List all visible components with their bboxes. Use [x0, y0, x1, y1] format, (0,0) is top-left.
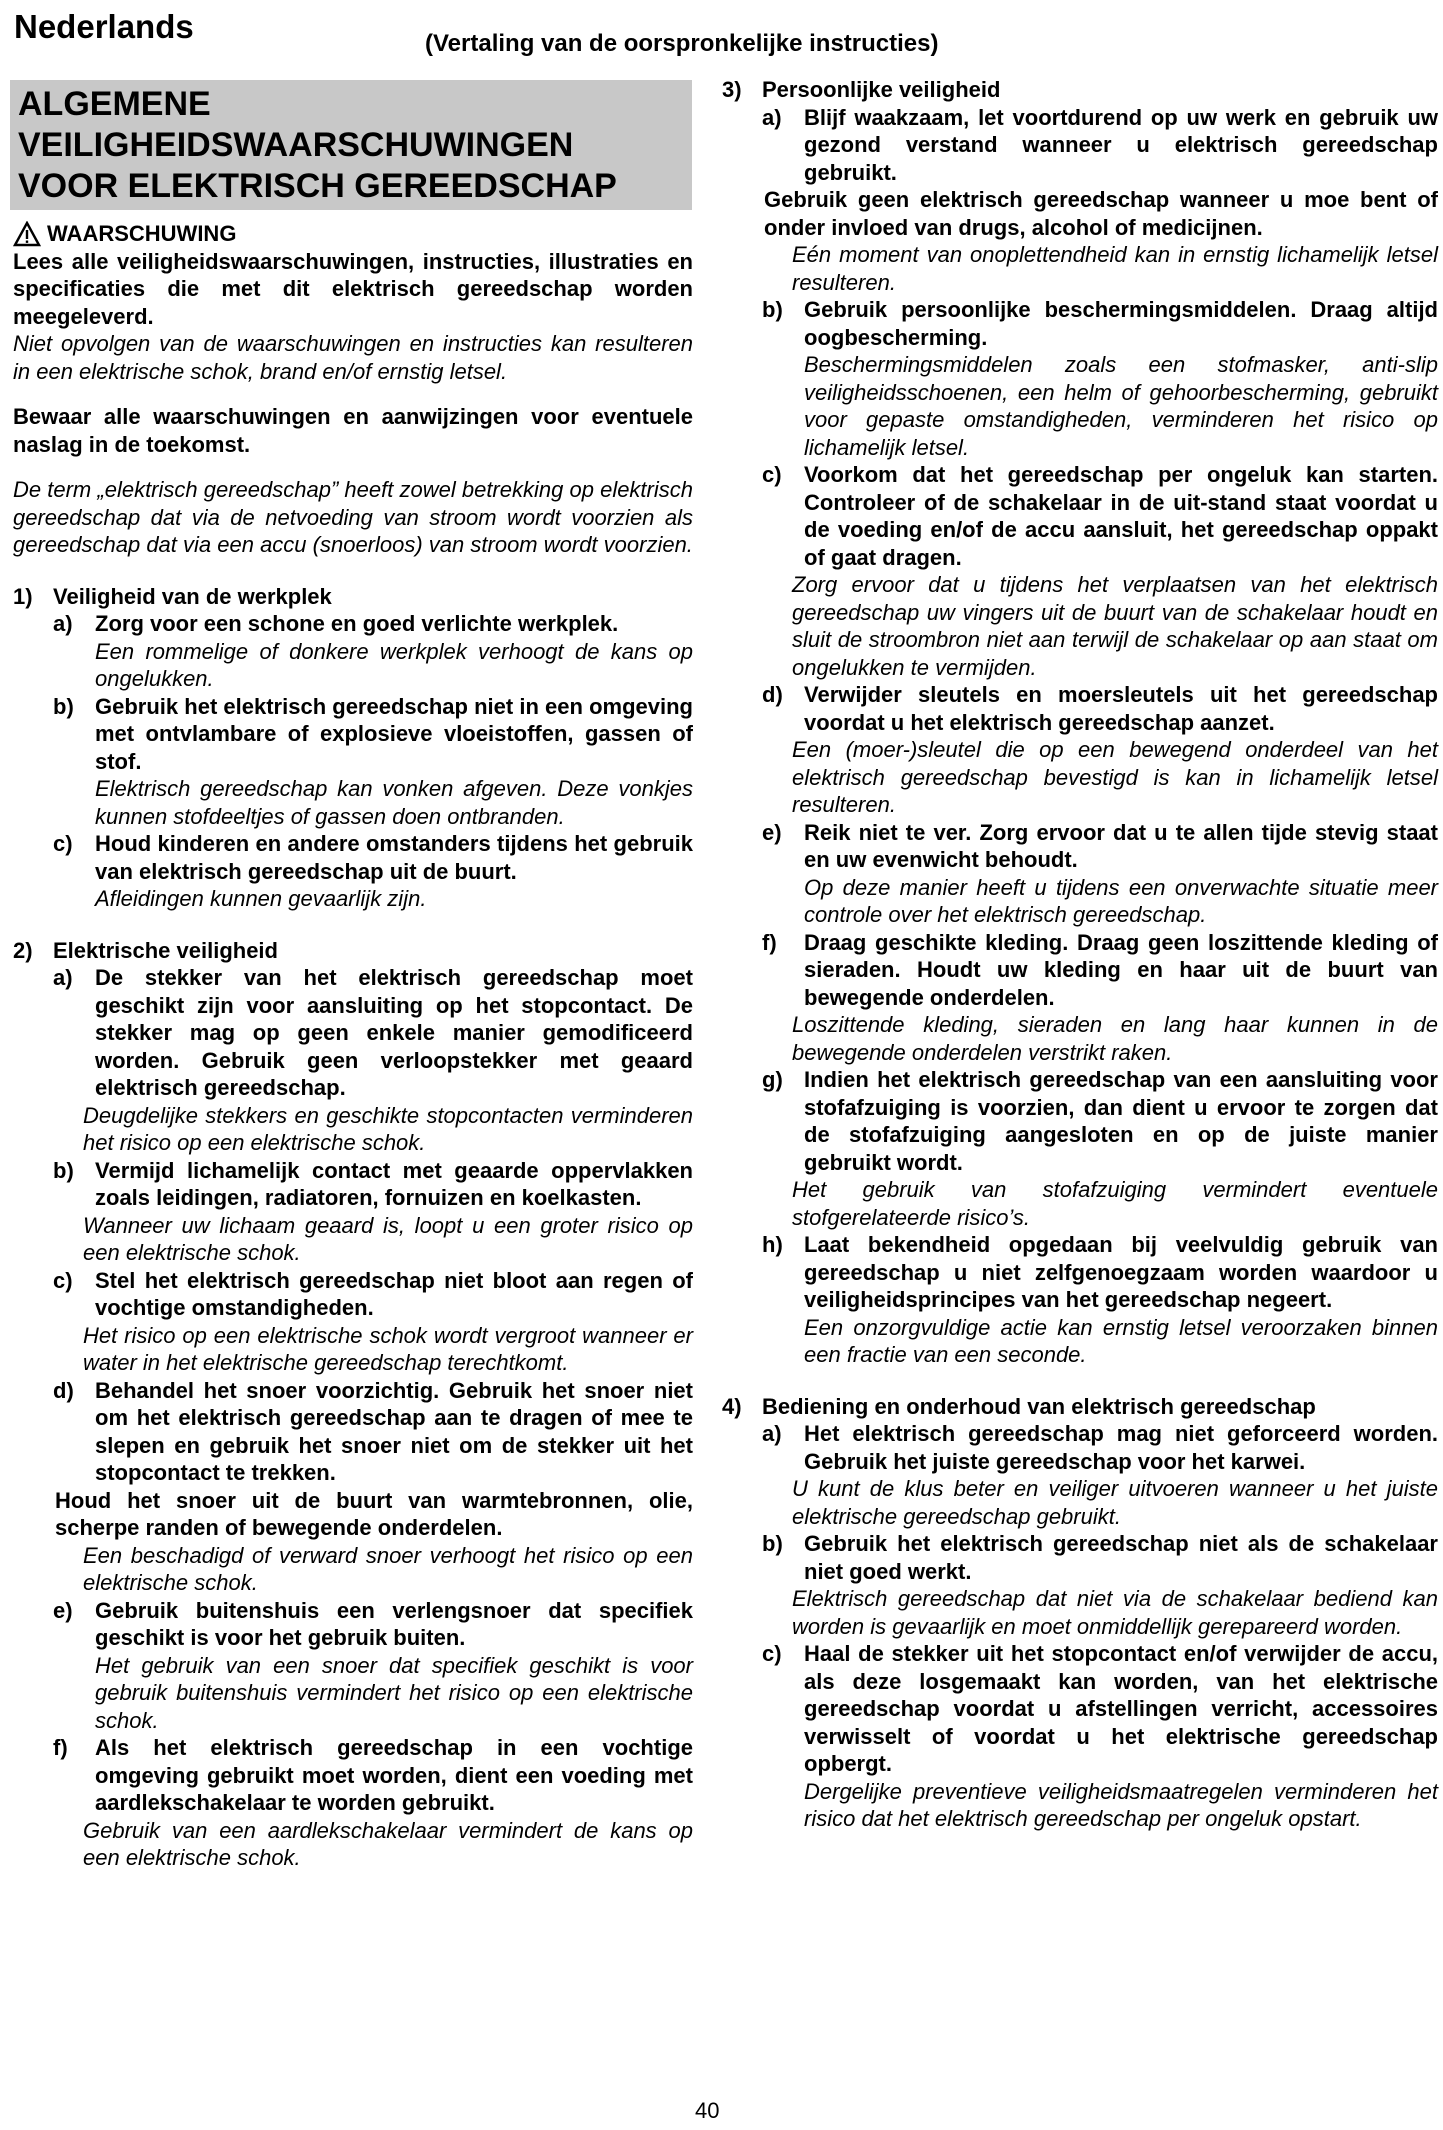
item-letter: a) [762, 1421, 782, 1446]
list-item [13, 964, 693, 1102]
section-title: Persoonlijke veiligheid [762, 77, 1001, 102]
section-number: 4) [722, 1393, 742, 1419]
item-text: De stekker van het elektrisch gereedschap moet geschikt zijn voor aansluiting op het stopcontact. De stekker mag op geen enkele manier gemodificeerd worden. Gebruik geen verloopstekker met geaard elektrisch gereedschap. [95, 965, 693, 1100]
page-number: 40 [695, 2098, 720, 2123]
item-letter: a) [762, 104, 782, 130]
section-number: 1) [13, 583, 33, 609]
item-text: Houd kinderen en andere omstanders tijdens het gebruik van elektrisch gereedschap uit de buurt. [95, 831, 693, 884]
list-item [722, 296, 1438, 351]
item-text: Reik niet te ver. Zorg ervoor dat u te allen tijde stevig staat en uw evenwicht behoudt. [804, 819, 1438, 872]
list-item [722, 681, 1438, 736]
keep-instructions-text: Bewaar alle waarschuwingen en aanwijzingen voor eventuele naslag in de toekomst. [13, 404, 693, 457]
item-letter: b) [53, 693, 74, 719]
item-letter: e) [762, 819, 782, 845]
section-title: Elektrische veiligheid [53, 937, 278, 963]
item-note: Zorg ervoor dat u tijdens het verplaatsen van het elektrisch gereedschap uw vingers uit de buurt van de schakelaar houdt en sluit de stroombron niet aan terwijl de schakelaar op aan staat om ongelukken te vermijden. [792, 572, 1438, 680]
item-letter: c) [53, 831, 73, 856]
right-column [722, 70, 1438, 1833]
item-text: Als het elektrisch gereedschap in een vochtige omgeving gebruikt moet worden, dient een voeding met aardlekschakelaar te worden gebruikt. [95, 1735, 693, 1815]
warning-heading [13, 220, 693, 248]
list-item [13, 1597, 693, 1652]
item-continuation: Houd het snoer uit de buurt van warmtebronnen, olie, scherpe randen of bewegende onderdelen. [55, 1487, 693, 1540]
item-note: Dergelijke preventieve veiligheidsmaatregelen verminderen het risico dat het elektrisch gereedschap per ongeluk opstart. [804, 1778, 1438, 1831]
item-text: Stel het elektrisch gereedschap niet bloot aan regen of vochtige omstandigheden. [95, 1267, 693, 1320]
item-text: Behandel het snoer voorzichtig. Gebruik het snoer niet om het elektrisch gereedschap aan te dragen of mee te slepen en gebruik het snoer niet om de stekker uit het stopcontact te trekken. [95, 1377, 693, 1485]
item-text: Indien het elektrisch gereedschap van een aansluiting voor stofafzuiging is voorzien, dan dient u ervoor te zorgen dat de stofafzuiging aangesloten en op de juiste manier gebruikt wordt. [804, 1067, 1438, 1175]
list-item [13, 1157, 693, 1212]
item-text: Het elektrisch gereedschap mag niet geforceerd worden. Gebruik het juiste gereedschap voor het karwei. [804, 1421, 1438, 1474]
item-letter: g) [762, 1067, 783, 1092]
section-4-heading [722, 1393, 1438, 1421]
item-text: Gebruik persoonlijke beschermingsmiddelen. Draag altijd oogbescherming. [804, 297, 1438, 350]
item-note: Elektrisch gereedschap kan vonken afgeven. Deze vonkjes kunnen stofdeeltjes of gassen doen ontbranden. [95, 776, 693, 829]
list-item [722, 1420, 1438, 1475]
item-note: Het risico op een elektrische schok wordt vergroot wanneer er water in het elektrische gereedschap terechtkomt. [83, 1322, 693, 1375]
section-2-heading [13, 937, 693, 965]
translation-subtitle: (Vertaling van de oorspronkelijke instructies) [425, 30, 939, 57]
item-letter: a) [53, 611, 73, 636]
banner-line-3: VOOR ELEKTRISCH GEREEDSCHAP [18, 167, 617, 205]
item-text: Vermijd lichamelijk contact met geaarde oppervlakken zoals leidingen, radiatoren, fornuizen en koelkasten. [95, 1157, 693, 1210]
item-text: Zorg voor een schone en goed verlichte werkplek. [95, 611, 619, 636]
warning-italic-text: Niet opvolgen van de waarschuwingen en instructies kan resulteren in een elektrische schok, brand en/of ernstig letsel. [13, 331, 693, 384]
item-text: Verwijder sleutels en moersleutels uit het gereedschap voordat u het elektrisch gereedschap aanzet. [804, 682, 1438, 735]
item-letter: h) [762, 1232, 783, 1257]
item-text: Draag geschikte kleding. Draag geen loszittende kleding of sieraden. Houdt uw kleding en haar uit de buurt van bewegende onderdelen. [804, 929, 1438, 1010]
item-text: Gebruik het elektrisch gereedschap niet als de schakelaar niet goed werkt. [804, 1531, 1438, 1584]
item-letter: d) [762, 682, 783, 707]
left-column [13, 220, 693, 1872]
section-title: Bediening en onderhoud van elektrisch gereedschap [762, 1393, 1316, 1419]
section-3-heading [722, 76, 1438, 104]
list-item [13, 693, 693, 776]
item-note: Afleidingen kunnen gevaarlijk zijn. [95, 886, 427, 911]
item-note: Eén moment van onoplettendheid kan in ernstig lichamelijk letsel resulteren. [792, 242, 1438, 295]
list-item [722, 1530, 1438, 1585]
item-letter: f) [53, 1735, 68, 1760]
list-item [13, 1734, 693, 1817]
item-letter: b) [53, 1157, 74, 1183]
item-text: Haal de stekker uit het stopcontact en/of verwijder de accu, als deze losgemaakt kan worden, van het elektrische gereedschap voordat u afstellingen verricht, accessoires verwisselt of voordat u het elektrische gereedschap opbergt. [804, 1641, 1438, 1776]
list-item [722, 1066, 1438, 1176]
term-definition-text: De term „elektrisch gereedschap” heeft zowel betrekking op elektrisch gereedschap dat via de netvoeding van stroom wordt voorzien als gereedschap dat via een accu (snoerloos) van stroom wordt voorzien. [13, 477, 693, 557]
item-text: Voorkom dat het gereedschap per ongeluk kan starten. Controleer of de schakelaar in de uit-stand staat voordat u de voeding en/of de accu aansluit, het gereedschap oppakt of gaat dragen. [804, 462, 1438, 570]
item-letter: c) [53, 1267, 73, 1293]
list-item [722, 104, 1438, 187]
item-note: Op deze manier heeft u tijdens een onverwachte situatie meer controle over het elektrisch gereedschap. [804, 874, 1438, 927]
item-note: Gebruik van een aardlekschakelaar vermindert de kans op een elektrische schok. [83, 1817, 693, 1870]
list-item [13, 1267, 693, 1322]
item-letter: c) [762, 462, 782, 487]
item-note: Elektrisch gereedschap dat niet via de schakelaar bediend kan worden is gevaarlijk en moet onmiddellijk gerepareerd worden. [792, 1586, 1438, 1639]
item-note: Deugdelijke stekkers en geschikte stopcontacten verminderen het risico op een elektrische schok. [83, 1102, 693, 1155]
section-1-heading [13, 583, 693, 611]
item-note: Loszittende kleding, sieraden en lang haar kunnen in de bewegende onderdelen verstrikt raken. [792, 1012, 1438, 1065]
language-title: Nederlands [14, 8, 194, 45]
list-item [722, 461, 1438, 571]
item-letter: d) [53, 1377, 74, 1403]
list-item [722, 819, 1438, 874]
list-item [13, 830, 693, 885]
item-letter: f) [762, 929, 777, 955]
item-text: Laat bekendheid opgedaan bij veelvuldig gebruik van gereedschap u niet zelfgenoegzaam worden waardoor u veiligheidsprincipes van het gereedschap negeert. [804, 1232, 1438, 1312]
item-letter: a) [53, 965, 73, 990]
section-number: 3) [722, 77, 742, 102]
list-item [13, 610, 693, 638]
item-note: Het gebruik van een snoer dat specifiek geschikt is voor gebruik buitenshuis vermindert het risico op een elektrische schok. [95, 1652, 693, 1733]
item-letter: e) [53, 1597, 73, 1623]
item-note: Wanneer uw lichaam geaard is, loopt u een groter risico op een elektrische schok. [83, 1212, 693, 1265]
item-text: Gebruik het elektrisch gereedschap niet in een omgeving met ontvlambare of explosieve vloeistoffen, gassen of stof. [95, 693, 693, 774]
title-banner [10, 80, 692, 210]
section-title: Veiligheid van de werkplek [53, 583, 332, 609]
section-number: 2) [13, 937, 33, 963]
list-item [722, 1640, 1438, 1778]
item-text: Blijf waakzaam, let voortdurend op uw werk en gebruik uw gezond verstand wanneer u elektrisch gereedschap gebruikt. [804, 104, 1438, 185]
item-continuation: Gebruik geen elektrisch gereedschap wanneer u moe bent of onder invloed van drugs, alcohol of medicijnen. [764, 187, 1438, 240]
list-item [722, 1231, 1438, 1314]
banner-line-1: ALGEMENE [18, 85, 211, 123]
item-note: Beschermingsmiddelen zoals een stofmasker, anti-slip veiligheidsschoenen, een helm of gehoorbescherming, gebruikt voor gepaste omstandigheden, verminderen het risico op lichamelijk letsel. [804, 352, 1438, 460]
warning-bold-text: Lees alle veiligheidswaarschuwingen, instructies, illustraties en specificaties die met dit elektrisch gereedschap worden meegeleverd. [13, 248, 693, 329]
item-note: Een onzorgvuldige actie kan ernstig letsel veroorzaken binnen een fractie van een seconde. [804, 1314, 1438, 1367]
list-item [722, 929, 1438, 1012]
item-note: Een rommelige of donkere werkplek verhoogt de kans op ongelukken. [95, 638, 693, 691]
list-item [13, 1377, 693, 1487]
item-text: Gebruik buitenshuis een verlengsnoer dat specifiek geschikt is voor het gebruik buiten. [95, 1597, 693, 1650]
item-note: Een beschadigd of verward snoer verhoogt het risico op een elektrische schok. [83, 1542, 693, 1595]
item-note: Een (moer-)sleutel die op een bewegend onderdeel van het elektrisch gereedschap bevestigd is kan in lichamelijk letsel resulteren. [792, 737, 1438, 817]
item-letter: b) [762, 297, 783, 322]
item-note: U kunt de klus beter en veiliger uitvoeren wanneer u het juiste elektrische gereedschap gebruikt. [792, 1476, 1438, 1529]
item-note: Het gebruik van stofafzuiging vermindert eventuele stofgerelateerde risico’s. [792, 1177, 1438, 1230]
warning-label: WAARSCHUWING [47, 221, 237, 246]
warning-triangle-icon [13, 221, 41, 247]
item-letter: c) [762, 1641, 782, 1666]
item-letter: b) [762, 1531, 783, 1556]
banner-line-2: VEILIGHEIDSWAARSCHUWINGEN [18, 126, 574, 164]
